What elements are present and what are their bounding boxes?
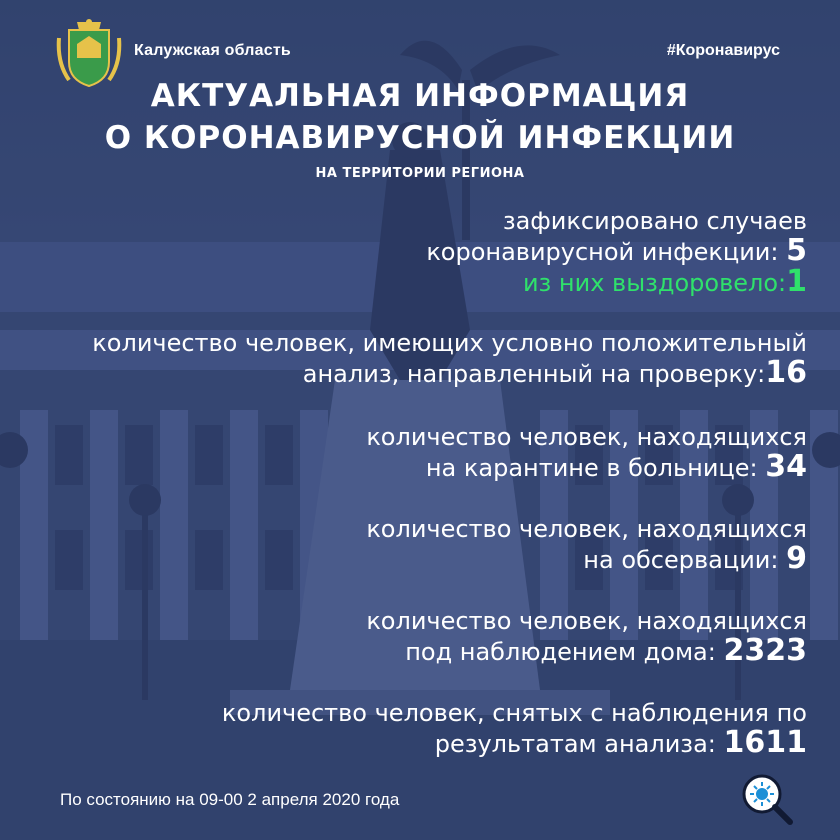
- title-subtitle: НА ТЕРРИТОРИИ РЕГИОНА: [315, 166, 525, 181]
- stat-home-line2: под наблюдением дома:: [405, 638, 716, 666]
- stat-cases-line2-wrap: [426, 233, 807, 268]
- stat-positive-line1: количество человек, имеющих условно положительный: [92, 329, 807, 357]
- stat-positive-line2: анализ, направленный на проверку:: [302, 360, 766, 388]
- stat-recovered-value: 1: [786, 264, 807, 299]
- stat-home: [366, 606, 807, 667]
- stat-removed-line1: количество человек, снятых с наблюдения по: [221, 699, 807, 727]
- date-footer: По состоянию на 09-00 2 апреля 2020 года: [60, 790, 400, 809]
- stat-recovered: [426, 264, 807, 299]
- stat-cases-line2: коронавирусной инфекции:: [426, 238, 779, 266]
- region-name: Калужская область: [134, 42, 291, 59]
- stat-hospital: [366, 422, 807, 483]
- stat-hospital-line1: количество человек, находящихся: [366, 423, 807, 451]
- stat-cases: [426, 206, 807, 298]
- title-line-1: АКТУАЛЬНАЯ ИНФОРМАЦИЯ: [150, 78, 690, 114]
- stat-hospital-line2-wrap: [366, 449, 807, 484]
- stat-removed-line2-wrap: [222, 725, 807, 760]
- virus-magnifier-icon: [738, 770, 798, 830]
- stat-observation-value: 9: [786, 541, 807, 576]
- stat-observation-line1: количество человек, находящихся: [366, 515, 807, 543]
- stat-home-line1: количество человек, находящихся: [366, 607, 807, 635]
- stat-observation-line2: на обсервации:: [583, 546, 779, 574]
- stat-home-line2-wrap: [366, 633, 807, 668]
- stat-observation: [366, 514, 807, 575]
- stat-cases-line1: зафиксировано случаев: [502, 207, 807, 235]
- stat-cases-value: 5: [786, 233, 807, 268]
- hashtag: #Коронавирус: [666, 42, 780, 59]
- stat-home-value: 2323: [723, 633, 807, 668]
- stat-positive-line2-wrap: [92, 355, 807, 390]
- stat-hospital-value: 34: [765, 449, 807, 484]
- stat-recovered-label: из них выздоровело:: [522, 269, 787, 297]
- stat-removed-value: 1611: [723, 725, 807, 760]
- stat-positive: [92, 328, 807, 389]
- stat-removed: [222, 698, 807, 759]
- stat-observation-line2-wrap: [366, 541, 807, 576]
- stat-removed-line2: результатам анализа:: [434, 730, 716, 758]
- stat-positive-value: 16: [765, 355, 807, 390]
- title-line-2: О КОРОНАВИРУСНОЙ ИНФЕКЦИИ: [104, 120, 736, 156]
- stat-hospital-line2: на карантине в больнице:: [425, 454, 758, 482]
